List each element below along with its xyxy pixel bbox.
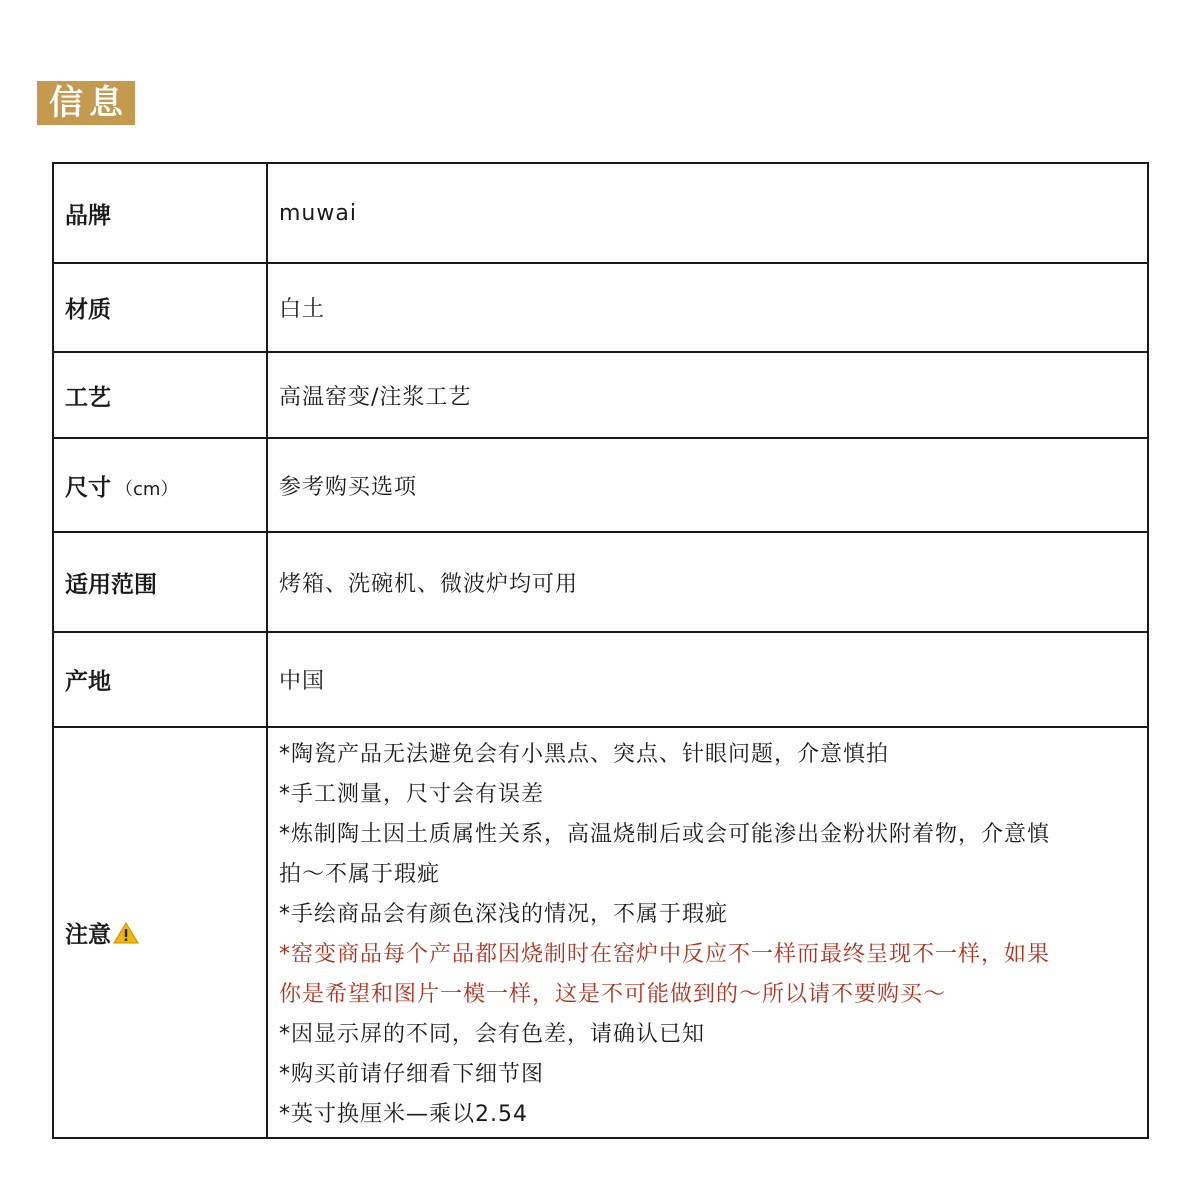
note-line: *手绘商品会有颜色深浅的情况，不属于瑕疵 [279, 901, 729, 927]
size-value: 参考购买选项 [267, 438, 1148, 532]
section-title: 信息 [49, 83, 129, 123]
size-label: 尺寸 [65, 474, 111, 501]
size-label-cell [53, 438, 267, 532]
note-line: 拍～不属于瑕疵 [279, 861, 441, 887]
note-line-highlight: *窑变商品每个产品都因烧制时在窑炉中反应不一样而最终呈现不一样，如果 [279, 941, 1051, 967]
notes-label-cell [53, 727, 267, 1138]
craft-value: 高温窑变/注浆工艺 [267, 352, 1148, 438]
origin-label: 产地 [53, 632, 267, 727]
origin-value: 中国 [267, 632, 1148, 727]
table-row-brand [53, 163, 1148, 263]
table-row-origin [53, 632, 1148, 727]
usage-value: 烤箱、洗碗机、微波炉均可用 [267, 532, 1148, 632]
table-row-usage [53, 532, 1148, 632]
note-line: *炼制陶土因土质属性关系，高温烧制后或会可能渗出金粉状附着物，介意慎 [279, 821, 1051, 847]
note-line-highlight: 你是希望和图片一模一样，这是不可能做到的～所以请不要购买～ [279, 981, 947, 1007]
notes-content [267, 727, 1148, 1138]
material-label: 材质 [53, 263, 267, 352]
warning-icon [113, 922, 139, 950]
craft-label: 工艺 [53, 352, 267, 438]
section-title-badge [37, 81, 135, 125]
table-row-notes [53, 727, 1148, 1138]
size-unit: （cm） [115, 478, 179, 500]
brand-label: 品牌 [53, 163, 267, 263]
table-row-material [53, 263, 1148, 352]
table-row-craft [53, 352, 1148, 438]
note-line: *购买前请仔细看下细节图 [279, 1061, 545, 1087]
note-line: *手工测量，尺寸会有误差 [279, 781, 545, 807]
note-line: *陶瓷产品无法避免会有小黑点、突点、针眼问题，介意慎拍 [279, 741, 890, 767]
notes-label: 注意 [65, 921, 111, 948]
product-info-table [52, 162, 1149, 1139]
usage-label: 适用范围 [53, 532, 267, 632]
table-row-size [53, 438, 1148, 532]
material-value: 白土 [267, 263, 1148, 352]
note-line: *英寸换厘米—乘以2.54 [279, 1101, 528, 1127]
note-line: *因显示屏的不同，会有色差，请确认已知 [279, 1021, 706, 1047]
brand-value: muwai [267, 163, 1148, 263]
